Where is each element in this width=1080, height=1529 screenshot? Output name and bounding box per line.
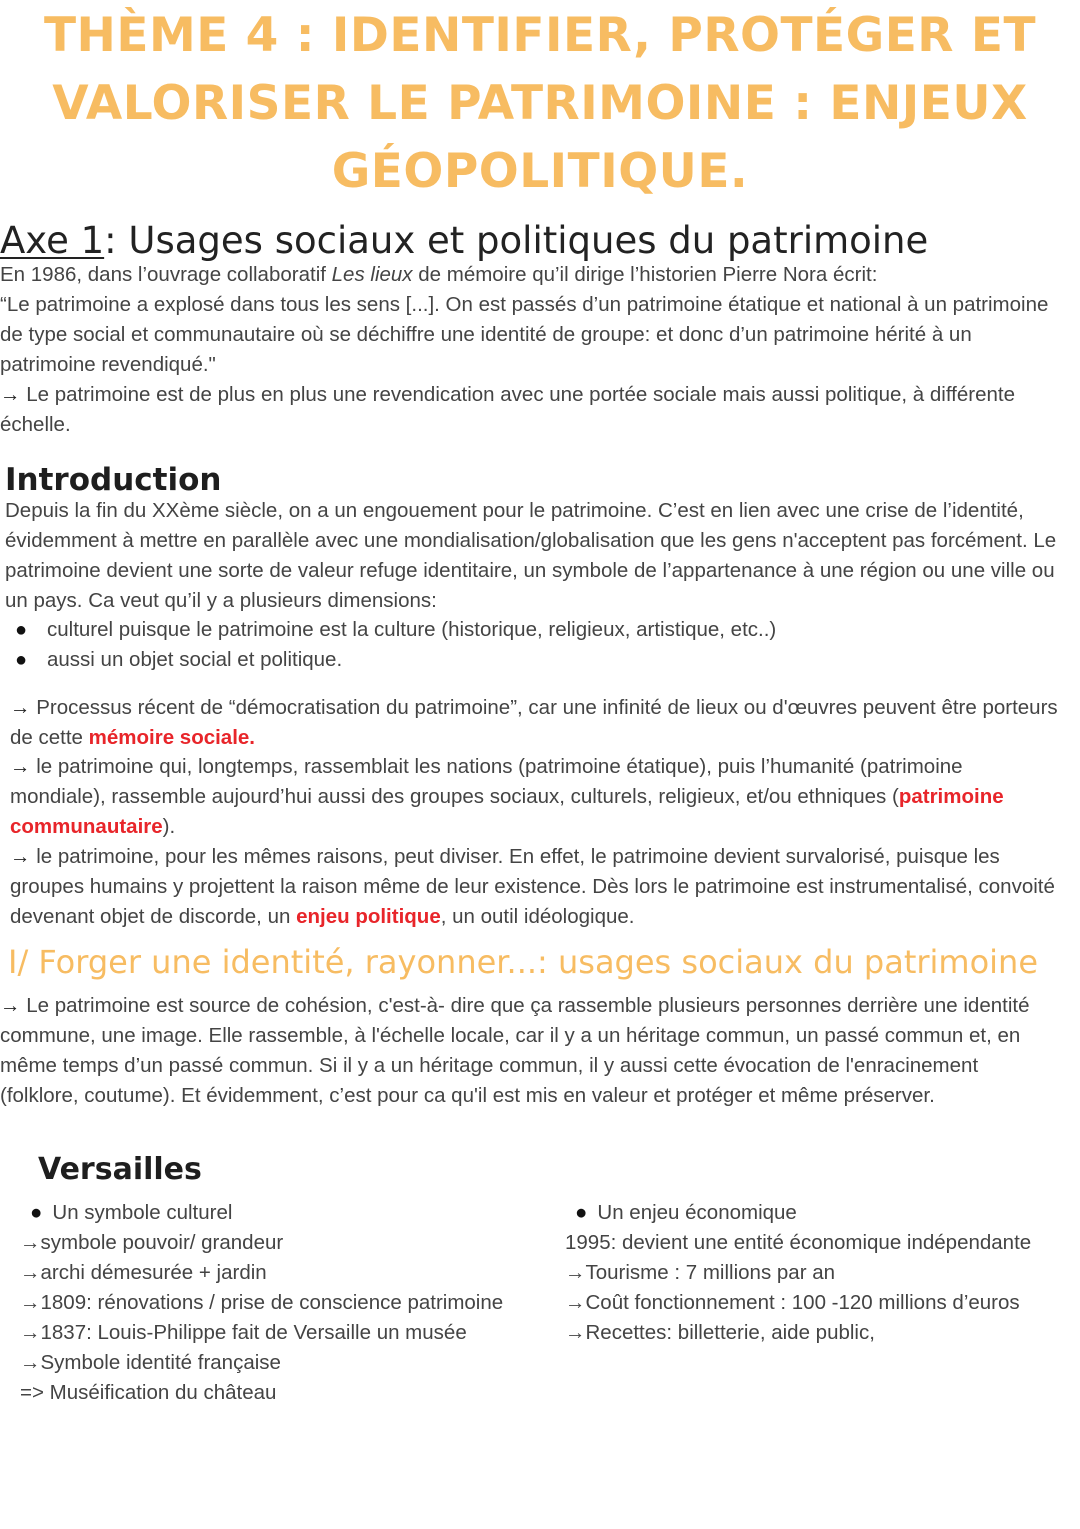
arrow-icon: → <box>10 755 31 778</box>
paragraph-text-end: ). <box>162 815 176 838</box>
dimensions-list <box>5 615 776 675</box>
nora-quote: “Le patrimoine a explosé dans tous les sens [...]. On est passés d’un patrimoine étatique et national à un patrimoine de type social et communautaire où se déchiffre une identité de groupe: et donc d’un patrimoine hérité à un patrimoine revendiqué." <box>0 293 1049 376</box>
list-item-text: culturel puisque le patrimoine est la culture (historique, religieux, artistique, etc..) <box>47 618 777 641</box>
introduction-heading: Introduction <box>5 462 222 498</box>
axe-subtitle: : Usages sociaux et politiques du patrimoine <box>104 219 929 262</box>
bullet-icon: ● <box>15 619 28 641</box>
list-item: →archi démesurée + jardin <box>20 1261 267 1284</box>
list-item: →Coût fonctionnement : 100 -120 millions d’euros <box>565 1291 1020 1314</box>
paragraph-text-end: , un outil idéologique. <box>440 905 635 928</box>
list-item: →Recettes: billetterie, aide public, <box>565 1321 875 1344</box>
arrow-icon: → <box>0 383 21 406</box>
versailles-culture-column <box>20 1198 503 1408</box>
list-item <box>5 615 776 645</box>
title-line-2: VALORISER LE PATRIMOINE : ENJEUX <box>52 76 1028 131</box>
list-item: => Muséification du château <box>20 1381 277 1404</box>
democratisation-paragraph <box>10 693 1060 753</box>
rassemble-paragraph <box>10 752 1050 842</box>
highlight-patrimoine-communautaire: patrimoine communautaire <box>10 785 1004 838</box>
paragraph-text: le patrimoine, pour les mêmes raisons, peut diviser. En effet, le patrimoine devient survalorisé, puisque les groupes humains y projettent la raison même de leur existence. Dès lors le patrimoine est instrumentalisé, convoité devenant objet de discorde, un <box>10 845 1055 928</box>
introduction-paragraph: Depuis la fin du XXème siècle, on a un engouement pour le patrimoine. C’est en lien avec une crise de l’identité, évidemment à mettre en parallèle avec une mondialisation/globalisation que les gens n'acceptent pas forcément. Le patrimoine devient une sorte de valeur refuge identitaire, un symbole de l’appartenance à une région ou une ville ou un pays. Ca veut qu’il y a plusieurs dimensions: <box>5 499 1057 612</box>
axe-label: Axe 1 <box>0 219 105 262</box>
economy-bullet-text: Un enjeu économique <box>597 1201 797 1224</box>
arrow-icon: → <box>10 845 31 868</box>
versailles-economy-column <box>565 1198 1031 1348</box>
economy-bullet <box>565 1198 1031 1228</box>
culture-bullet <box>20 1198 503 1228</box>
bullet-icon: ● <box>30 1201 43 1224</box>
list-item: →Tourisme : 7 millions par an <box>565 1261 836 1284</box>
section-1-paragraph <box>0 991 1060 1111</box>
document-title <box>0 0 1080 206</box>
section-1-heading: I/ Forger une identité, rayonner...: usages sociaux du patrimoine <box>8 943 1039 981</box>
title-line-3: GÉOPOLITIQUE. <box>331 144 749 199</box>
list-item: →Symbole identité française <box>20 1351 281 1374</box>
list-item: →1809: rénovations / prise de conscience patrimoine <box>20 1291 504 1314</box>
section-1-text: Le patrimoine est source de cohésion, c'est-à- dire que ça rassemble plusieurs personnes derrière une identité commune, une image. Elle rassemble, à l'échelle locale, car il y a un héritage commun, un passé commun et, en même temps d’un passé commun. Si il y a un héritage commun, il y aussi cette évocation de l'enracinement (folklore, coutume). Et évidemment, c’est pour ca qu'il est mis en valeur et protéger et même préserver. <box>0 994 1030 1107</box>
book-title: Les lieux <box>331 263 413 286</box>
axe-conclusion <box>0 380 1030 440</box>
axe-heading <box>0 218 928 264</box>
bullet-icon: ● <box>15 649 28 671</box>
highlight-enjeu-politique: enjeu politique <box>296 905 441 928</box>
versailles-heading: Versailles <box>38 1152 202 1187</box>
axe-intro-text: En 1986, dans l’ouvrage collaboratif <box>0 263 332 286</box>
diviser-paragraph <box>10 842 1078 932</box>
list-item: →1837: Louis-Philippe fait de Versaille un musée <box>20 1321 467 1344</box>
arrow-icon: → <box>10 696 31 719</box>
list-item <box>5 645 776 675</box>
highlight-memoire-sociale: mémoire sociale. <box>88 726 256 749</box>
paragraph-text: le patrimoine qui, longtemps, rassemblait les nations (patrimoine étatique), puis l’humanité (patrimoine mondiale), rassemble aujourd’hui aussi des groupes sociaux, culturels, religieux, et/ou ethniques ( <box>10 755 963 808</box>
culture-bullet-text: Un symbole culturel <box>52 1201 233 1224</box>
axe-intro-text-end: de mémoire qu’il dirige l’historien Pierre Nora écrit: <box>412 263 878 286</box>
arrow-icon: → <box>0 994 21 1017</box>
list-item: →symbole pouvoir/ grandeur <box>20 1231 284 1254</box>
paragraph-text: Processus récent de “démocratisation du patrimoine”, car une infinité de lieux ou d'œuvres peuvent être porteurs de cette <box>10 696 1058 749</box>
axe-conclusion-text: Le patrimoine est de plus en plus une revendication avec une portée sociale mais aussi politique, à différente échelle. <box>0 383 1015 436</box>
bullet-icon: ● <box>575 1201 588 1224</box>
list-item: 1995: devient une entité économique indépendante <box>565 1231 1032 1254</box>
list-item-text: aussi un objet social et politique. <box>47 648 343 671</box>
axe-intro <box>0 260 1075 290</box>
title-line-1: THÈME 4 : IDENTIFIER, PROTÉGER ET <box>43 8 1037 63</box>
